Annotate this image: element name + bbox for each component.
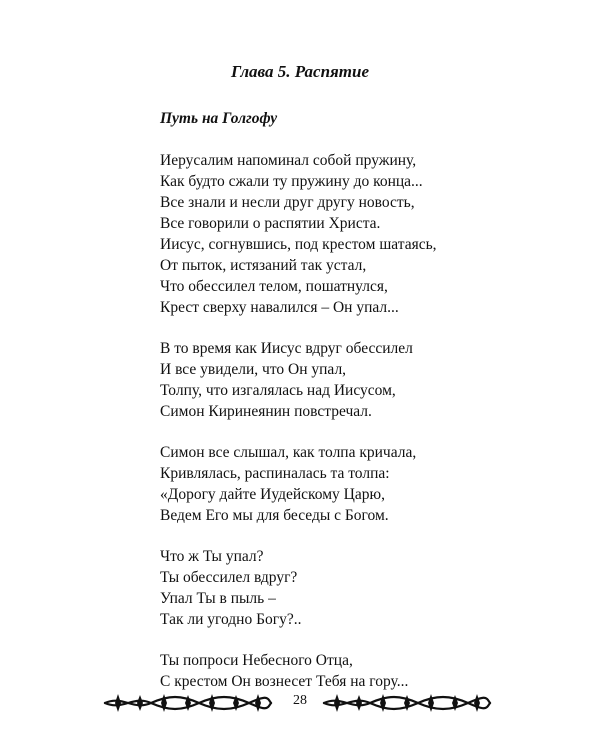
page-footer — [0, 683, 600, 723]
thorn-border-ornament-icon — [322, 691, 492, 715]
page-number: 28 — [293, 693, 307, 708]
poem-line: Ты обессилел вдруг? — [160, 569, 298, 586]
poem-line: Крест сверху навалился – Он упал... — [160, 299, 399, 316]
poem-line: Как будто сжали ту пружину до конца... — [160, 173, 423, 190]
poem-line: Ведем Его мы для беседы с Богом. — [160, 507, 389, 524]
poem-line: Так ли угодно Богу?.. — [160, 611, 302, 628]
poem-line: Толпу, что изгалялась над Иисусом, — [160, 382, 396, 399]
poem-line: В то время как Иисус вдруг обессилел — [160, 340, 413, 357]
poem-line: И все увидели, что Он упал, — [160, 361, 347, 378]
poem-line: Кривлялась, распиналась та толпа: — [160, 465, 390, 482]
poem-line: Симон все слышал, как толпа кричала, — [160, 444, 417, 461]
stanza — [160, 338, 540, 422]
poem-line: Что обессилел телом, пошатнулся, — [160, 278, 388, 295]
stanza — [160, 546, 540, 630]
poem-line: «Дорогу дайте Иудейскому Царю, — [160, 486, 385, 503]
poem-line: С крестом Он вознесет Тебя на гору... — [160, 673, 409, 690]
poem-line: Симон Киринеянин повстречал. — [160, 403, 372, 420]
poem-line: Что ж Ты упал? — [160, 548, 264, 565]
poem-line: Ты попроси Небесного Отца, — [160, 652, 353, 669]
stanza — [160, 150, 540, 318]
poem-line: Упал Ты в пыль – — [160, 590, 276, 607]
poem-body — [160, 150, 540, 712]
poem-line: От пыток, истязаний так устал, — [160, 257, 367, 274]
poem-line: Иисус, согнувшись, под крестом шатаясь, — [160, 236, 437, 253]
poem-title: Путь на Голгофу — [160, 110, 278, 127]
poem-line: Все знали и несли друг другу новость, — [160, 194, 415, 211]
stanza — [160, 442, 540, 526]
poem-line: Иерусалим напоминал собой пружину, — [160, 152, 417, 169]
chapter-title: Глава 5. Распятие — [230, 62, 370, 81]
poem-line: Все говорили о распятии Христа. — [160, 215, 381, 232]
